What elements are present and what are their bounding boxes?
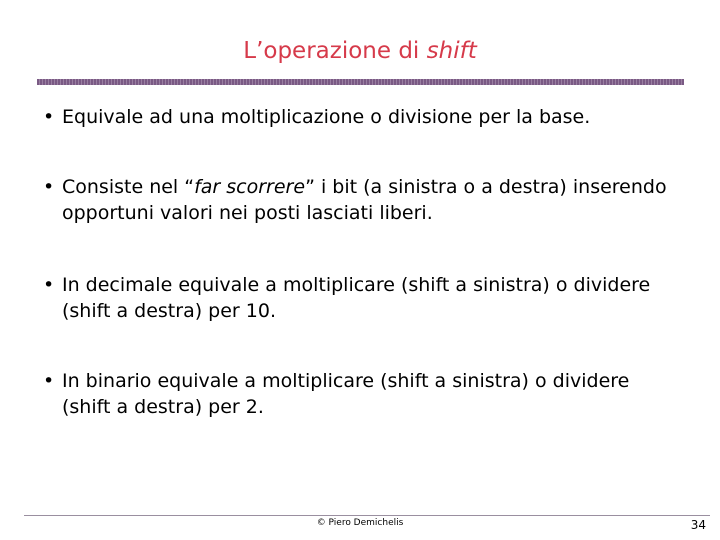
- bullet-text: In decimale equivale a moltiplicare (shift a sinistra) o dividere (shift a destra) per 10.: [62, 274, 651, 322]
- bullet-dot: •: [43, 274, 55, 296]
- page-number: 34: [690, 518, 706, 532]
- bullet-item: [43, 272, 683, 324]
- slide-title-prefix: L’operazione di: [243, 38, 427, 64]
- footer-credit: © Piero Demichelis: [316, 518, 404, 528]
- bullet-text: In binario equivale a moltiplicare (shift a sinistra) o dividere (shift a destra) per 2.: [62, 370, 630, 418]
- bullet-text: Equivale ad una moltiplicazione o divisione per la base.: [62, 106, 591, 128]
- bullet-item: [43, 368, 683, 420]
- bullet-item: [43, 104, 683, 130]
- title-divider: [37, 79, 684, 85]
- bullet-dot: •: [43, 176, 55, 198]
- slide-title-italic: shift: [426, 38, 477, 64]
- slide-title: [0, 38, 720, 64]
- bullet-item: [43, 174, 683, 226]
- bullet-text-after: ” i bit (a sinistra o a destra) inserendo opportuni valori nei posti lasciati liberi.: [62, 176, 667, 224]
- footer-divider: [24, 515, 710, 516]
- bullet-text-italic: far scorrere: [194, 176, 306, 198]
- bullet-dot: •: [43, 370, 55, 392]
- bullet-text-before: Consiste nel “: [62, 176, 195, 198]
- bullet-dot: •: [43, 106, 55, 128]
